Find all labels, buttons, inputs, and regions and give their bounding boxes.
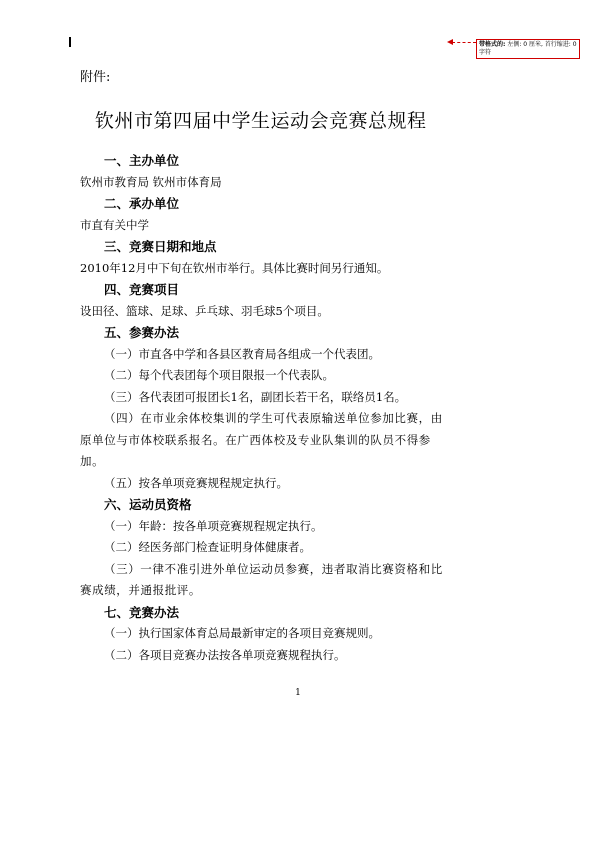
page-number: 1 bbox=[295, 688, 301, 698]
document-title: 钦州市第四届中学生运动会竞赛总规程 bbox=[95, 110, 427, 132]
comment-label: 带格式的: bbox=[479, 41, 506, 48]
comment-text: 左侧: 0 厘米, 首行缩进: 0 字符 bbox=[479, 41, 577, 56]
section-heading: 一、主办单位 bbox=[104, 153, 180, 168]
section-paragraph: 2010年12月中下旬在钦州市举行。具体比赛时间另行通知。 bbox=[80, 260, 389, 275]
section-paragraph: （一）年龄：按各单项竞赛规程规定执行。 bbox=[104, 518, 323, 533]
section-paragraph: （四）在市业余体校集训的学生可代表原输送单位参加比赛，由原单位与市体校联系报名。在广西体校及专业队集训的队员不得参加。 bbox=[80, 411, 443, 468]
document-body bbox=[80, 150, 450, 666]
section-paragraph: （三）各代表团可报团长1名，副团长若干名，联络员1名。 bbox=[104, 389, 407, 404]
section-paragraph: （二）各项目竞赛办法按各单项竞赛规程执行。 bbox=[104, 647, 346, 662]
section-paragraph: （二）经医务部门检查证明身体健康者。 bbox=[104, 540, 311, 554]
section-paragraph: （三）一律不准引进外单位运动员参赛，违者取消比赛资格和比赛成绩，并通报批评。 bbox=[80, 561, 443, 597]
section-heading: 五、参赛办法 bbox=[104, 325, 180, 340]
attachment-label: 附件: bbox=[80, 70, 111, 85]
section-paragraph: （一）执行国家体育总局最新审定的各项目竞赛规则。 bbox=[104, 626, 380, 640]
section-paragraph: （二）每个代表团每个项目限报一个代表队。 bbox=[104, 368, 334, 382]
section-paragraph: 钦州市教育局 钦州市体育局 bbox=[80, 174, 222, 189]
section-paragraph: （五）按各单项竞赛规程规定执行。 bbox=[104, 475, 288, 490]
comment-connector bbox=[452, 42, 476, 43]
section-heading: 三、竞赛日期和地点 bbox=[104, 239, 217, 254]
section-heading: 四、竞赛项目 bbox=[104, 282, 180, 297]
section-heading: 二、承办单位 bbox=[104, 196, 180, 211]
section-heading: 六、运动员资格 bbox=[104, 497, 192, 512]
section-paragraph: 市直有关中学 bbox=[80, 217, 149, 232]
section-paragraph: （一）市直各中学和各县区教育局各组成一个代表团。 bbox=[104, 346, 380, 361]
section-heading: 七、竞赛办法 bbox=[104, 604, 180, 620]
section-paragraph: 设田径、篮球、足球、乒乓球、羽毛球5个项目。 bbox=[80, 303, 329, 318]
margin-marker bbox=[69, 37, 71, 47]
format-comment-balloon[interactable] bbox=[476, 39, 580, 59]
